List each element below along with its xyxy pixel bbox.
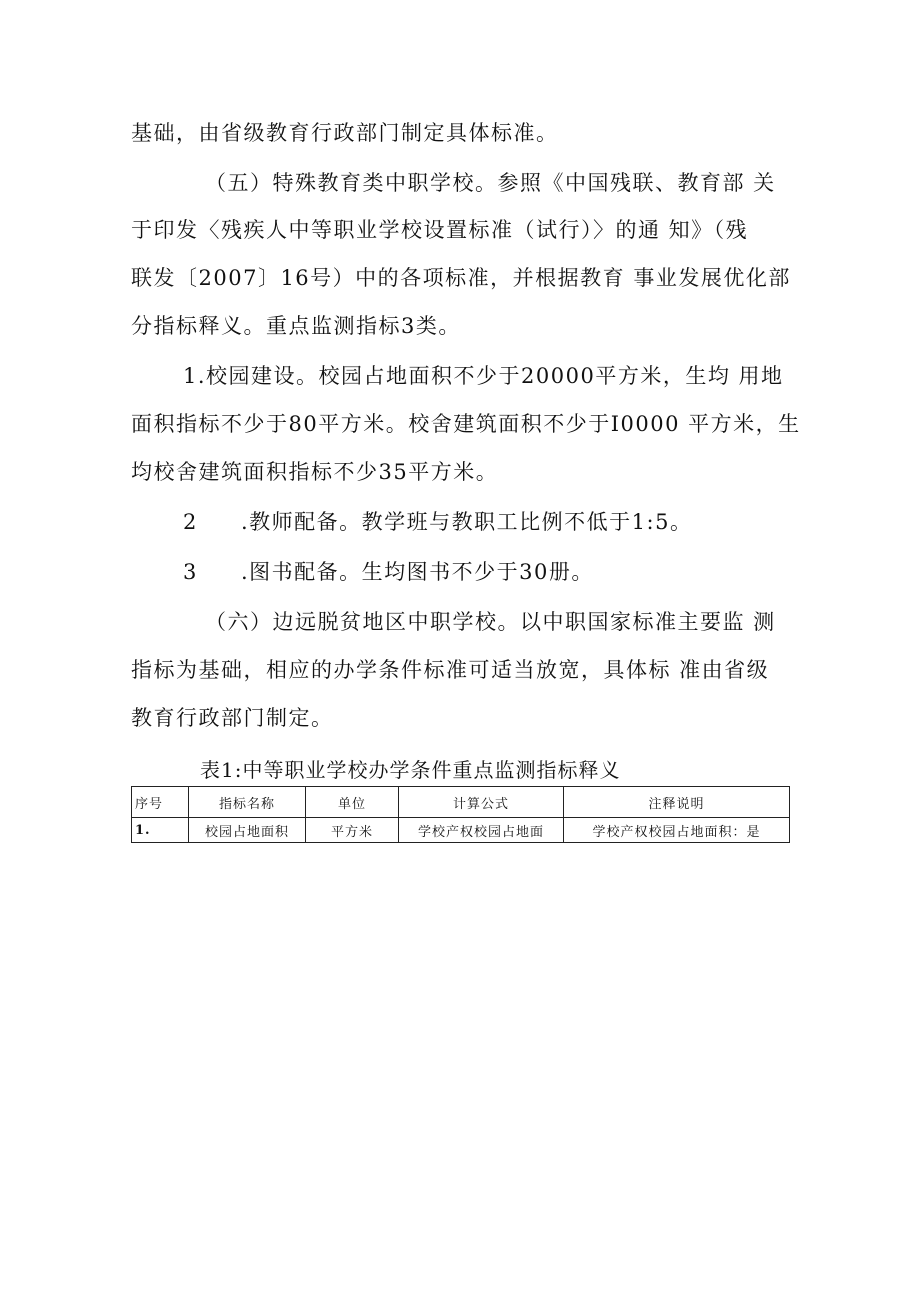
table-header-cell: 单位	[306, 787, 399, 818]
paragraph-line: （五）特殊教育类中职学校。参照《中国残联、教育部 关	[205, 171, 776, 195]
paragraph-line: 基础，由省级教育行政部门制定具体标准。	[131, 121, 559, 145]
list-text: .图书配备。生均图书不少于30册。	[241, 560, 594, 584]
paragraph-line: 均校舍建筑面积指标不少35平方米。	[131, 460, 499, 484]
list-item	[183, 557, 594, 587]
paragraph-line: 指标为基础，相应的办学条件标准可适当放宽，具体标 准由省级	[131, 658, 770, 682]
list-item	[183, 507, 692, 537]
paragraph-line: 于印发〈残疾人中等职业学校设置标准（试行）〉的通 知》（残	[131, 218, 749, 242]
paragraph-line: 分指标释义。重点监测指标3类。	[131, 314, 461, 338]
paragraph-line: （六）边远脱贫地区中职学校。以中职国家标准主要监 测	[205, 610, 776, 634]
table-row	[132, 818, 790, 843]
table-cell: 校园占地面积	[189, 818, 306, 843]
list-text: .教师配备。教学班与教职工比例不低于1:5。	[241, 510, 693, 534]
table-header-row	[132, 787, 790, 818]
table-cell: 1.	[132, 818, 189, 843]
paragraph-line: 联发〔2007〕16号）中的各项标准，并根据教育 事业发展优化部	[131, 266, 791, 290]
paragraph-line: 面积指标不少于80平方米。校舍建筑面积不少于I0000 平方米，生	[131, 412, 801, 436]
table-cell: 学校产权校园占地面	[399, 818, 564, 843]
table-caption: 表1:中等职业学校办学条件重点监测指标释义	[200, 758, 621, 782]
table-cell: 学校产权校园占地面积：是	[564, 818, 790, 843]
table-header-cell: 指标名称	[189, 787, 306, 818]
indicator-table	[131, 786, 790, 843]
paragraph-line: 教育行政部门制定。	[131, 706, 334, 730]
paragraph-line: 1.校园建设。校园占地面积不少于20000平方米，生均 用地	[183, 364, 784, 388]
list-number: 2	[183, 510, 198, 534]
list-number: 3	[183, 560, 198, 584]
table-header-cell: 注释说明	[564, 787, 790, 818]
table-header-cell: 计算公式	[399, 787, 564, 818]
table-cell: 平方米	[306, 818, 399, 843]
table-header-cell: 序号	[132, 787, 189, 818]
